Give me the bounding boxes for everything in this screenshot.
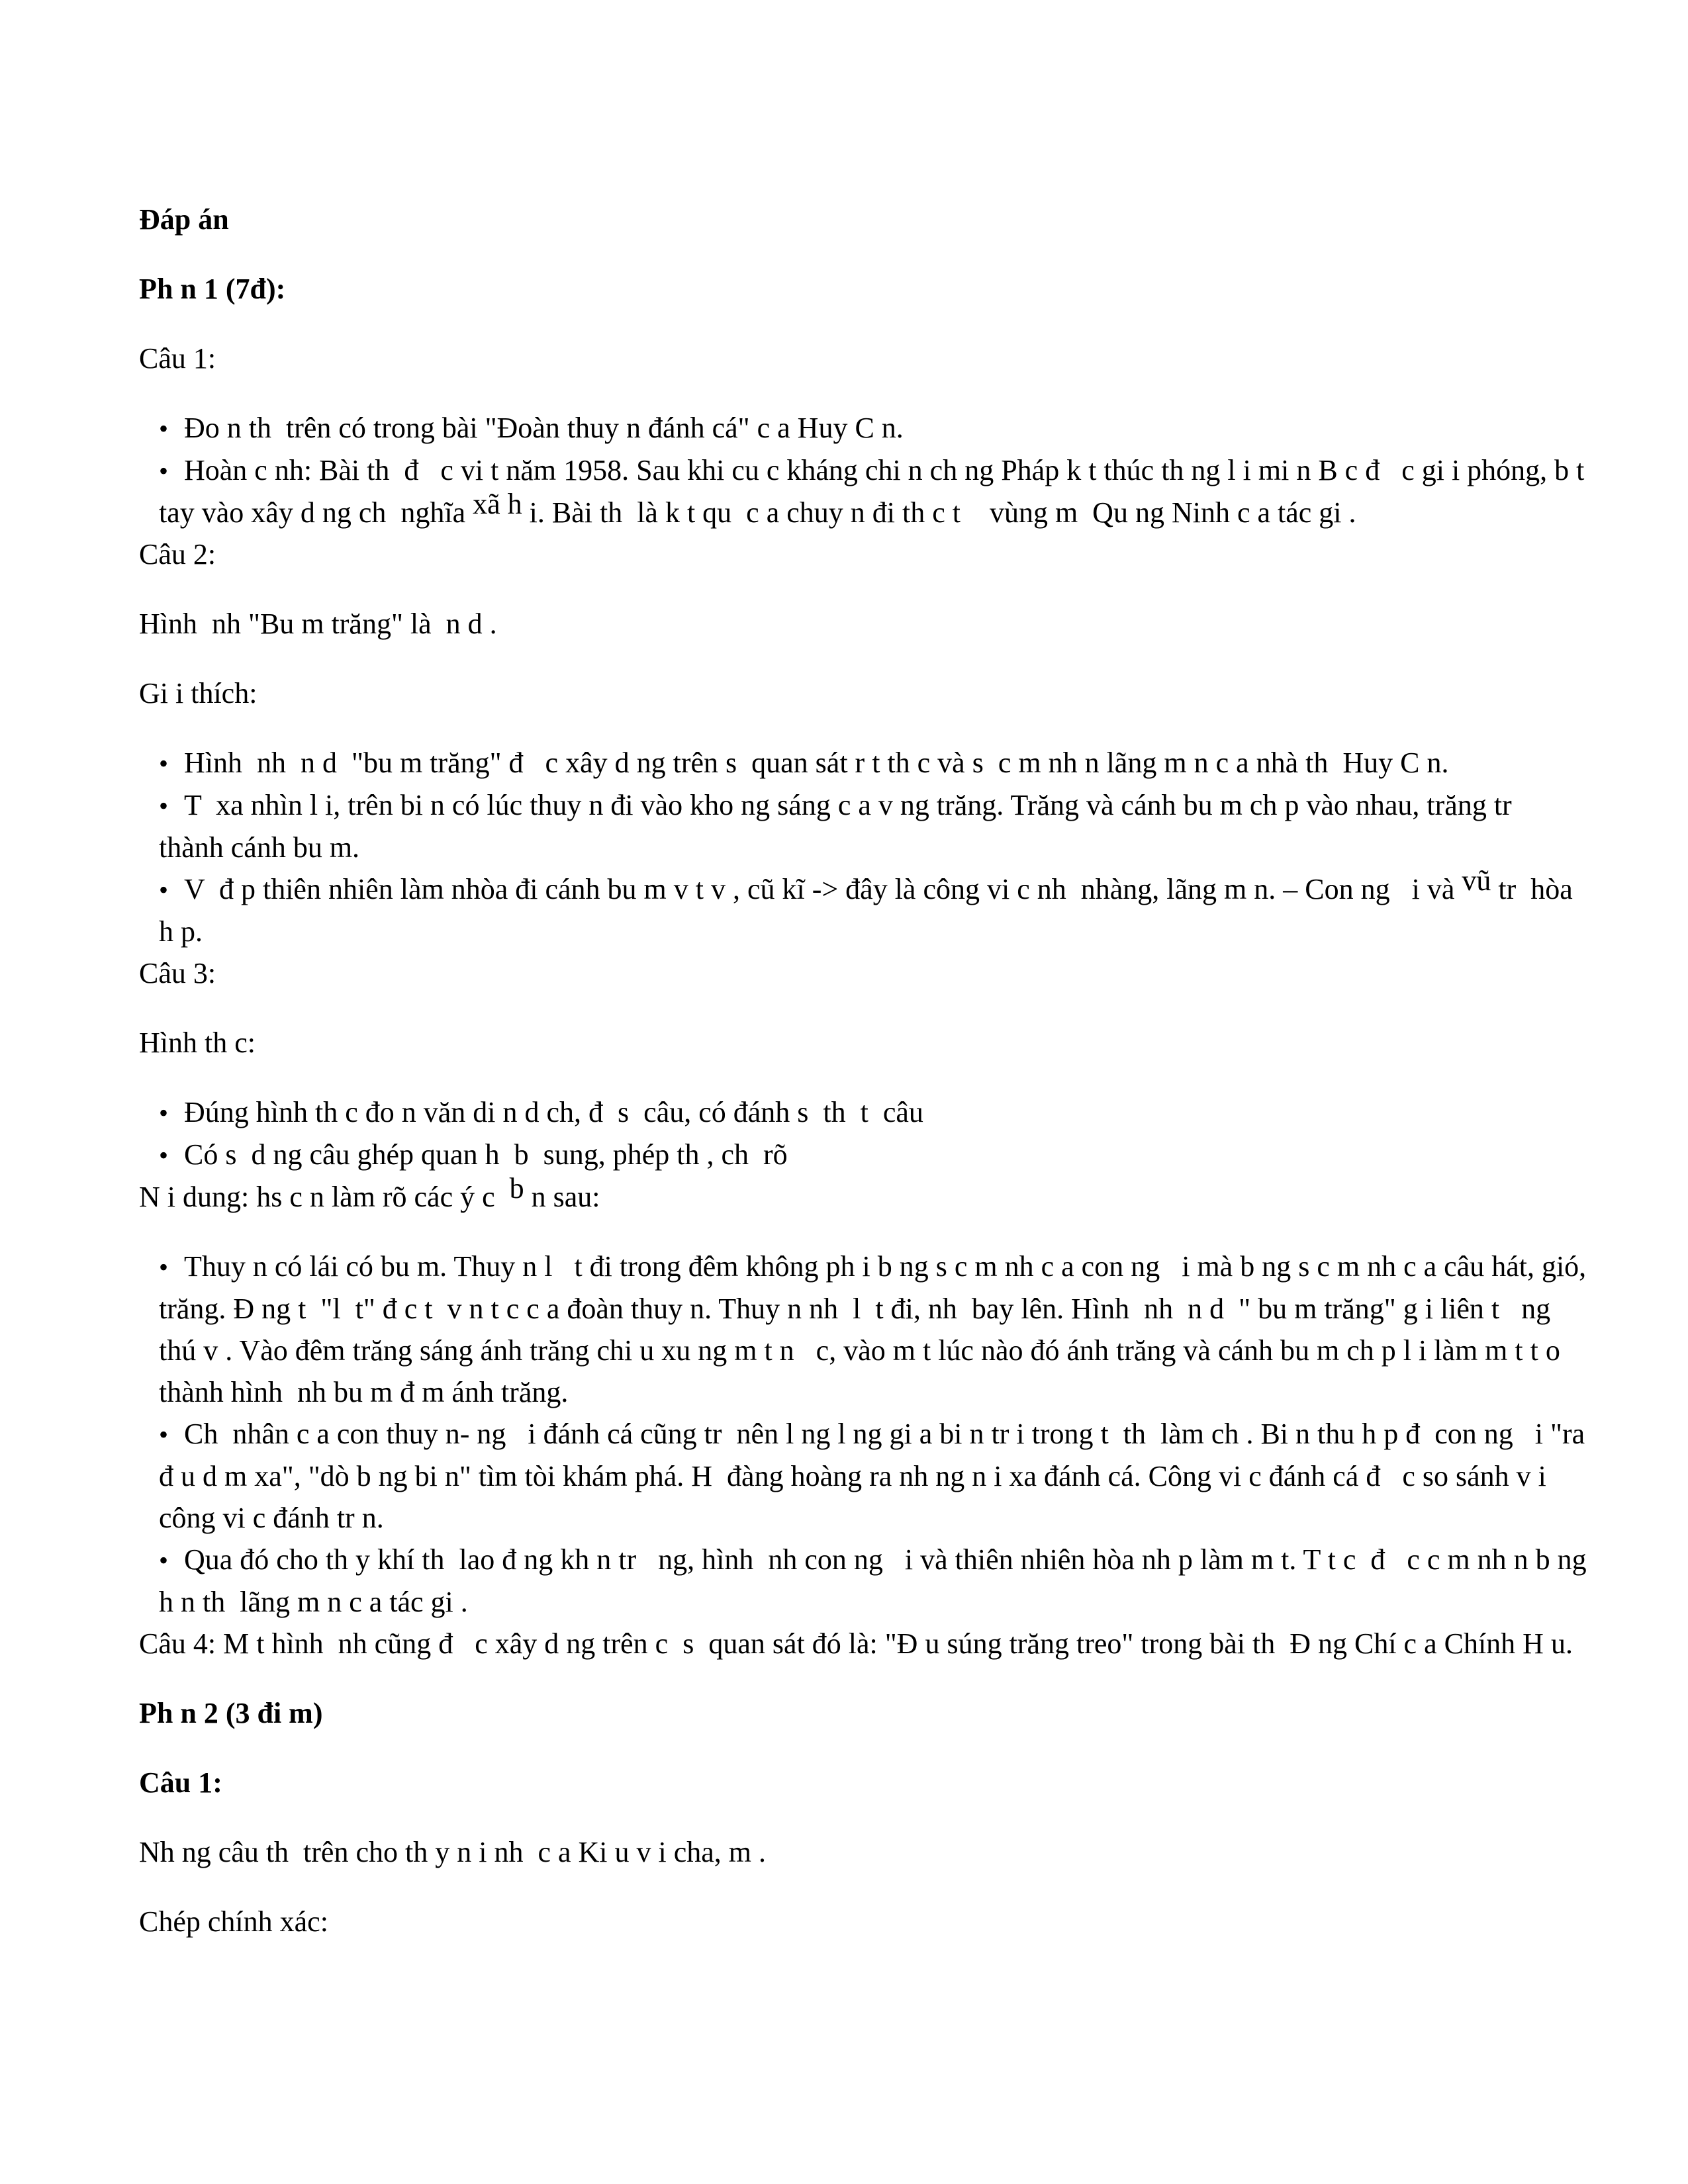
list-item — [159, 864, 1589, 952]
section-heading-part2 — [139, 1692, 1589, 1734]
raised-text-fragment: b — [509, 1172, 524, 1205]
list-item — [159, 1134, 1589, 1176]
section-heading-part1 — [139, 268, 1589, 310]
question-label-part2-cau1-text: Câu 1: — [139, 1766, 222, 1799]
form-bullet-list — [139, 1091, 1589, 1176]
list-item-text: Đúng hình th c đo n văn di n d ch, đ s câu, có đánh s th t câu — [184, 1096, 923, 1128]
explain-label — [139, 672, 1589, 714]
cau2-answer — [139, 603, 1589, 645]
section-heading-part2-text: Ph n 2 (3 đi m) — [139, 1697, 323, 1729]
cau2-answer-text: Hình nh "Bu m trăng" là n d . — [139, 608, 497, 640]
question-label-cau1-text: Câu 1: — [139, 342, 216, 375]
list-item — [159, 784, 1589, 868]
content-label — [139, 1172, 1589, 1218]
question-label-cau1 — [139, 338, 1589, 379]
raised-text-fragment: xã h — [473, 488, 522, 520]
list-item-text: Hoàn c nh: Bài th đ c vi t năm 1958. Sau khi cu c kháng chi n ch ng Pháp k t thúc th ng l i mi n B c đ c gi i phóng, b t tay vào xây d ng ch nghĩa — [159, 454, 1592, 529]
question-label-cau2-text: Câu 2: — [139, 538, 216, 570]
document-title-text: Đáp án — [139, 203, 229, 236]
form-label-text: Hình th c: — [139, 1026, 256, 1059]
list-item — [159, 1091, 1589, 1134]
content-label-text: N i dung: hs c n làm rõ các ý c — [139, 1181, 510, 1213]
list-item-text: Đo n th trên có trong bài "Đoàn thuy n đánh cá" c a Huy C n. — [184, 412, 904, 444]
list-item — [159, 1246, 1594, 1413]
document-title — [139, 199, 1589, 240]
question-label-cau2 — [139, 533, 1589, 575]
list-item — [159, 1539, 1594, 1623]
explain-bullet-list — [139, 742, 1589, 952]
list-item-text: Thuy n có lái có bu m. Thuy n l t đi trong đêm không ph i b ng s c m nh c a con ng i mà b ng s c m nh c a câu hát, gió, trăng. Đ ng t "l t" đ c t v n t c c a đoàn thuy n. Thuy n nh l t đi, nh bay lên. Hình nh n d " bu m trăng" g i liên t ng thú v . Vào đêm trăng sáng ánh trăng chi u xu ng m t n c, vào m t lúc nào đó ánh trăng và cánh bu m ch p l i làm m t t o thành hình nh bu m đ m ánh trăng. — [159, 1250, 1594, 1408]
cau1-bullet-list — [139, 407, 1592, 533]
list-item — [159, 449, 1592, 533]
list-item-text: T xa nhìn l i, trên bi n có lúc thuy n đi vào kho ng sáng c a v ng trăng. Trăng và cánh bu m ch p vào nhau, trăng tr thành cánh bu m. — [159, 789, 1526, 864]
copy-exact-label-text: Chép chính xác: — [139, 1905, 328, 1938]
form-label — [139, 1022, 1589, 1064]
list-item — [159, 407, 1589, 449]
section-heading-part1-text: Ph n 1 (7đ): — [139, 273, 286, 305]
question-label-part2-cau1 — [139, 1762, 1589, 1803]
list-item-text: Qua đó cho th y khí th lao đ ng kh n tr ng, hình nh con ng i và thiên nhiên hòa nh p làm m t. T t c đ c c m nh n b ng h n th lãng m n c a tác gi . — [159, 1543, 1594, 1618]
question-label-cau3-text: Câu 3: — [139, 957, 216, 989]
content-label-text: n sau: — [524, 1181, 600, 1213]
list-item-text: i. Bài th là k t qu c a chuy n đi th c t vùng m Qu ng Ninh c a tác gi . — [522, 496, 1356, 529]
copy-exact-label — [139, 1901, 1589, 1942]
list-item-text: V đ p thiên nhiên làm nhòa đi cánh bu m v t v , cũ kĩ -> đây là công vi c nh nhàng, lãng m n. – Con ng i và — [184, 873, 1462, 905]
list-item-text: Hình nh n d "bu m trăng" đ c xây d ng trên s quan sát r t th c và s c m nh n lãng m n c a nhà th Huy C n. — [184, 747, 1449, 779]
explain-label-text: Gi i thích: — [139, 677, 258, 709]
raised-text-fragment: vũ — [1462, 864, 1491, 897]
part2-answer-line-text: Nh ng câu th trên cho th y n i nh c a Ki u v i cha, m . — [139, 1836, 767, 1868]
list-item — [159, 742, 1589, 784]
list-item-text: Có s d ng câu ghép quan h b sung, phép th , ch rõ — [184, 1138, 788, 1171]
cau4-paragraph-text: Câu 4: M t hình nh cũng đ c xây d ng trên c s quan sát đó là: "Đ u súng trăng treo" trong bài th Đ ng Chí c a Chính H u. — [139, 1627, 1573, 1660]
list-item — [159, 1413, 1593, 1539]
list-item-text: Ch nhân c a con thuy n- ng i đánh cá cũng tr nên l ng l ng gi a bi n tr i trong t th làm ch . Bi n thu h p đ con ng i "ra đ u d m xa", "dò b ng bi n" tìm tòi khám phá. H đàng hoàng ra nh ng n i xa đánh cá. Công vi c đánh cá đ c so sánh v i công vi c đánh tr n. — [159, 1418, 1593, 1534]
content-bullet-list — [139, 1246, 1594, 1623]
cau4-paragraph — [139, 1623, 1589, 1664]
list-item-text: tr hòa h p. — [159, 873, 1580, 948]
part2-answer-line — [139, 1831, 1589, 1873]
question-label-cau3 — [139, 952, 1589, 994]
